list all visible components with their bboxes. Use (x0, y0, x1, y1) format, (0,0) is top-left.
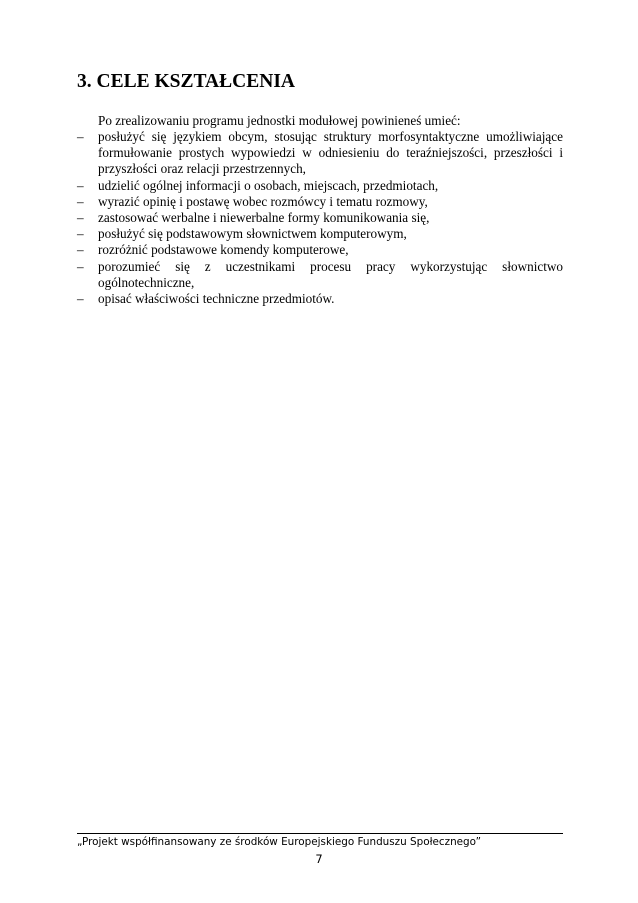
dash-bullet: – (77, 226, 84, 242)
goal-item (77, 210, 563, 226)
goals-list (77, 129, 563, 307)
goal-text: posłużyć się językiem obcym, stosując struktury morfosyntaktyczne umożliwiające formułowanie prostych wypowiedzi w odniesieniu do teraźniejszości, przeszłości i przyszłości oraz relacji przestrzennych, (98, 129, 563, 177)
dash-bullet: – (77, 129, 84, 144)
goal-text: posłużyć się podstawowym słownictwem komputerowym, (98, 226, 407, 242)
page-number: 7 (315, 852, 323, 866)
dash-bullet: – (77, 177, 84, 193)
goal-item (77, 291, 563, 307)
goal-item (77, 226, 563, 242)
dash-bullet: – (77, 242, 84, 258)
goal-item (77, 242, 563, 258)
goal-item (77, 259, 563, 291)
goal-text: wyrazić opinię i postawę wobec rozmówcy i tematu rozmowy, (98, 193, 428, 209)
section-title: 3. CELE KSZTAŁCENIA (77, 71, 295, 92)
dash-bullet: – (77, 291, 84, 307)
footer-divider (77, 833, 563, 834)
dash-bullet: – (77, 258, 84, 274)
goal-item (77, 178, 563, 194)
footer-funding-note: „Projekt współfinansowany ze środków Europejskiego Funduszu Społecznego” (77, 836, 482, 848)
goal-text: porozumieć się z uczestnikami procesu pracy wykorzystując słownictwo ogólnotechniczne, (98, 258, 563, 290)
goal-text: rozróżnić podstawowe komendy komputerowe, (98, 242, 349, 258)
goal-text: zastosować werbalne i niewerbalne formy komunikowania się, (98, 210, 430, 226)
goal-text: udzielić ogólnej informacji o osobach, miejscach, przedmiotach, (98, 177, 439, 193)
goal-item (77, 194, 563, 210)
dash-bullet: – (77, 210, 84, 226)
goal-text: opisać właściwości techniczne przedmiotów. (98, 291, 335, 307)
intro-text: Po zrealizowaniu programu jednostki modułowej powinieneś umieć: (98, 113, 461, 128)
dash-bullet: – (77, 193, 84, 209)
goal-item (77, 129, 563, 178)
